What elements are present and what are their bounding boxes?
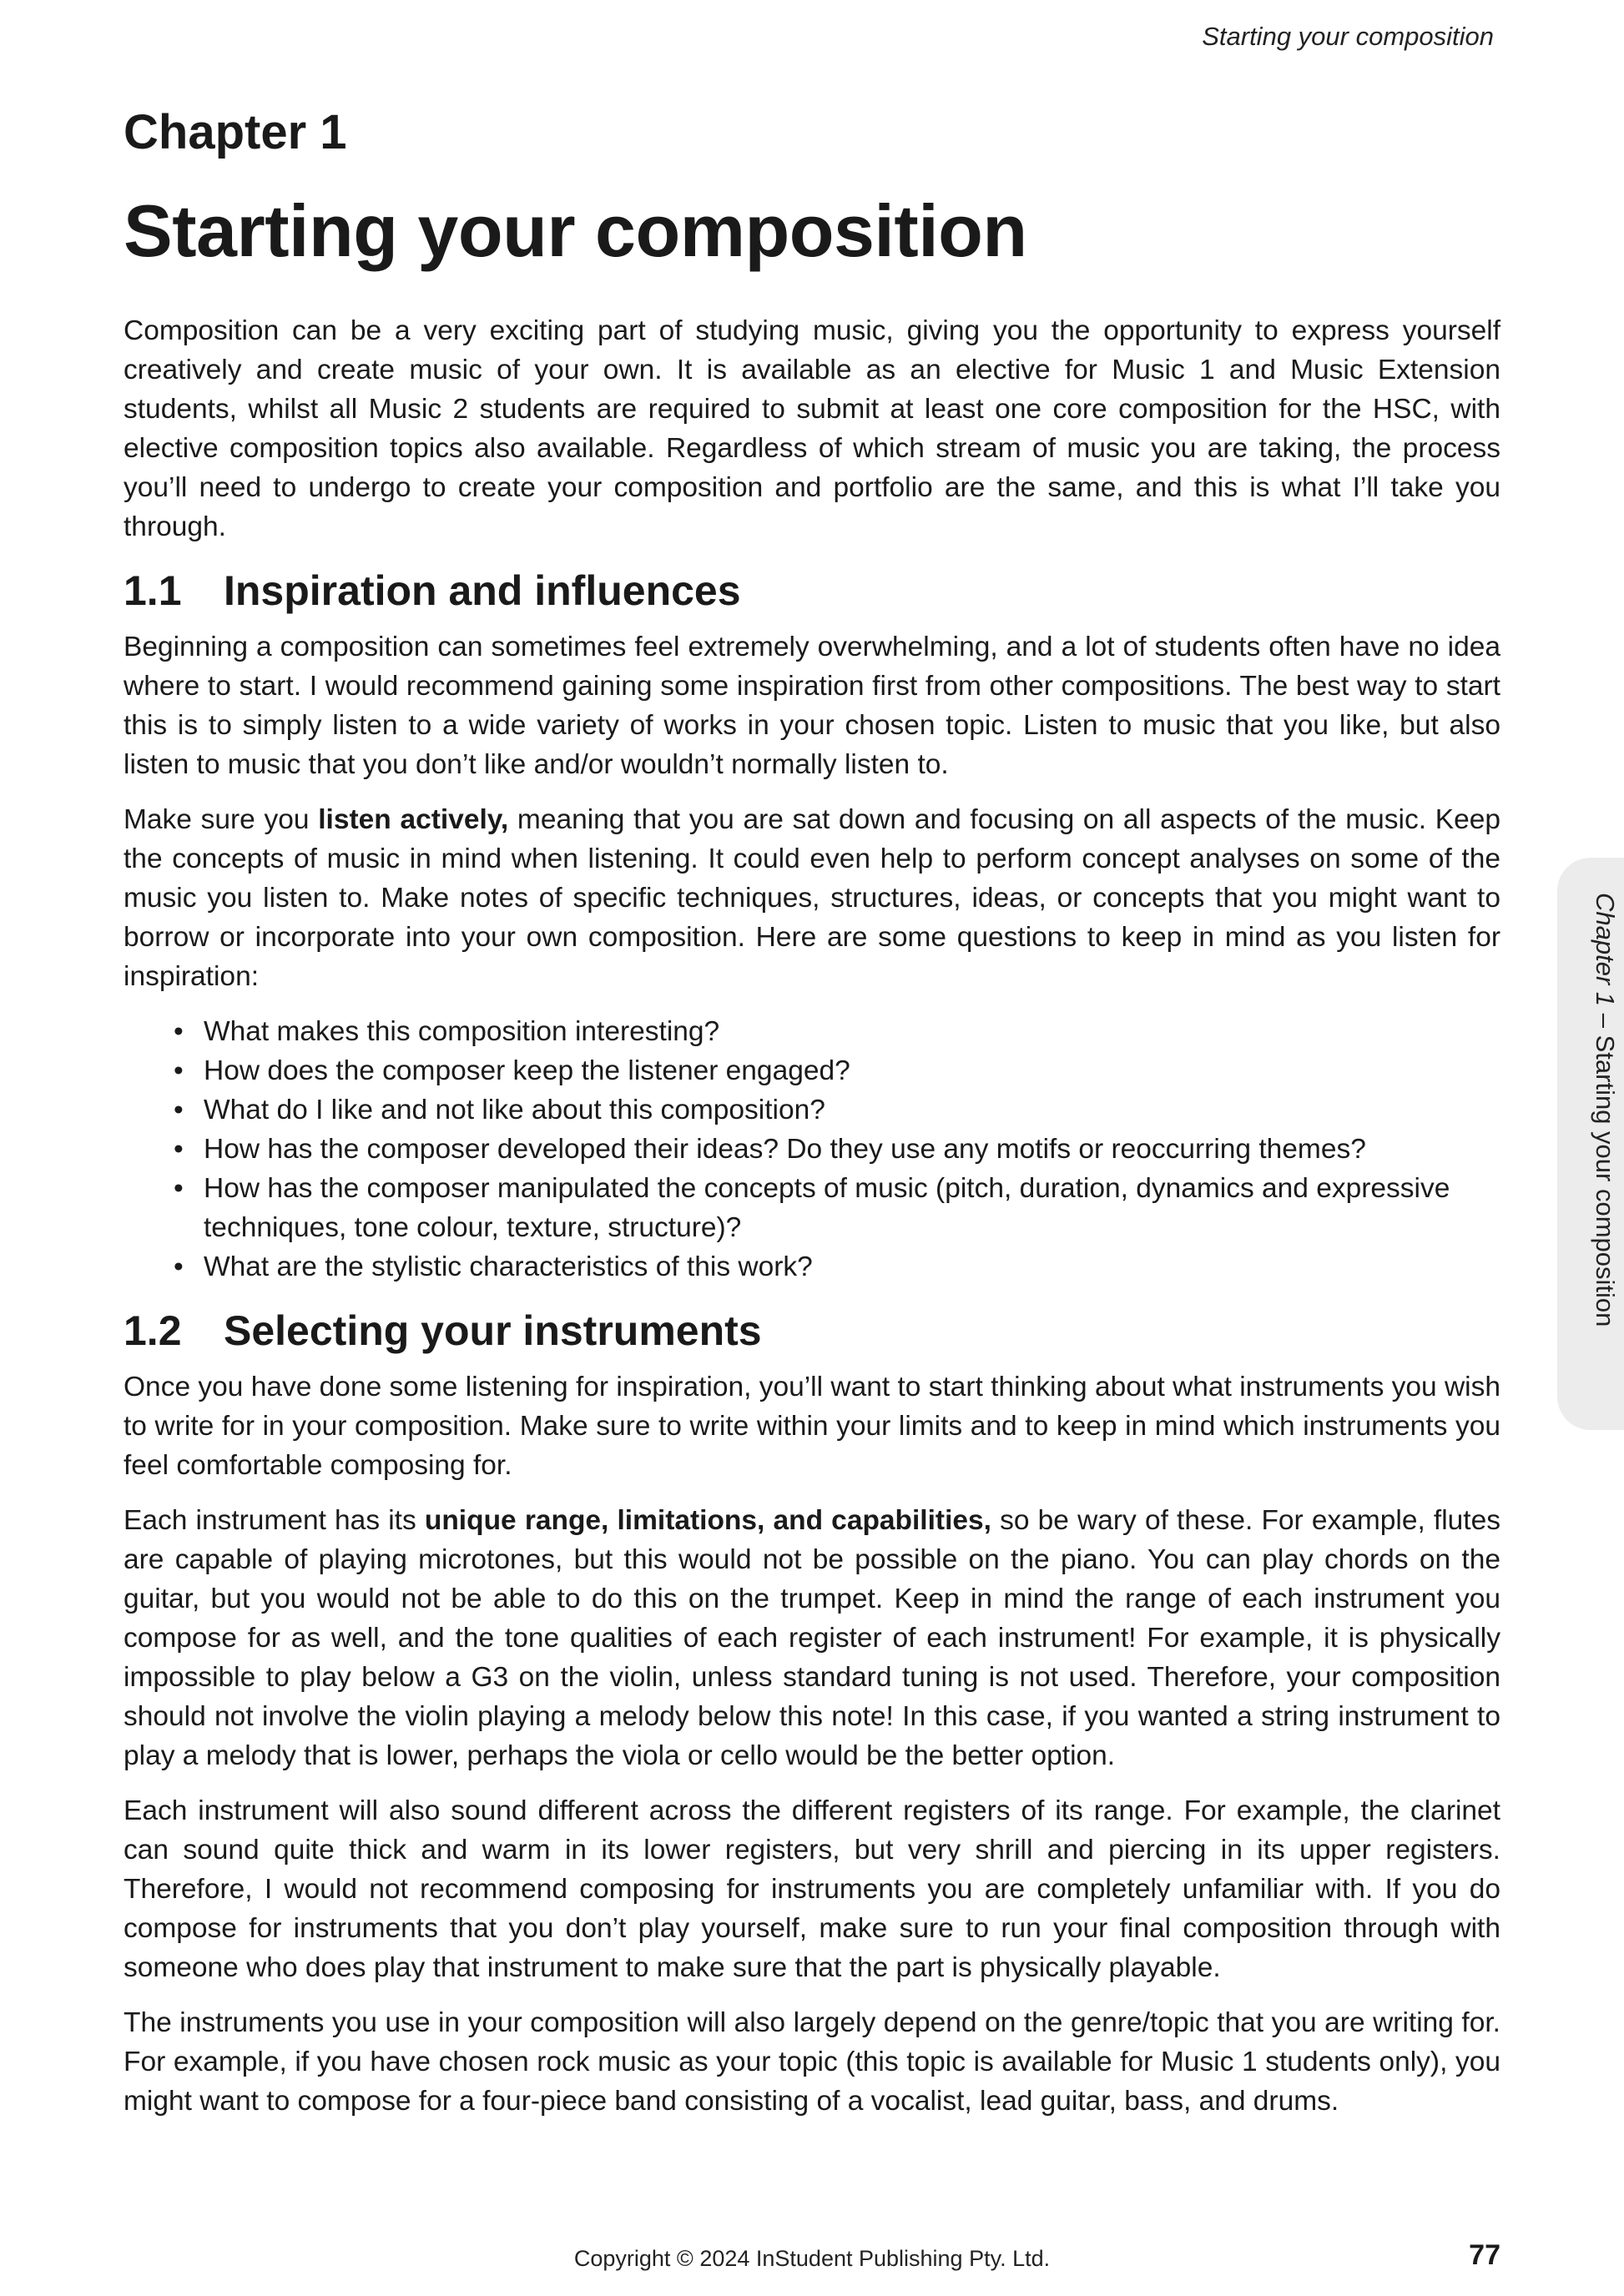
inspiration-questions-list: [124, 1012, 1500, 1286]
paragraph: The instruments you use in your composition will also largely depend on the genre/topic that you are writing for. For example, if you have chosen rock music as your topic (this topic is available for Music 1 students only), you might want to compose for a four-piece band consisting of a vocalist, lead guitar, bass, and drums.: [124, 2006, 1500, 2117]
paragraph: [124, 1501, 1500, 1775]
list-item: • What makes this composition interesting?: [174, 1012, 1500, 1051]
list-item: • What do I like and not like about this composition?: [174, 1090, 1500, 1130]
paragraph-text: so be wary of these. For example, flutes are capable of playing microtones, but this would not be possible on the piano. You can play chords on the guitar, but you would not be able to do this on the trumpet. Keep in mind the range of each instrument you compose for as well, and the tone qualities of each register of each instrument! For example, it is physically impossible to play below a G3 on the violin, unless standard tuning is not used. Therefore, your composition should not involve the violin playing a melody below this note! In this case, if you wanted a string instrument to play a melody that is lower, perhaps the viola or cello would be the better option.: [124, 1504, 1500, 1771]
list-item: • What are the stylistic characteristics of this work?: [174, 1247, 1500, 1286]
paragraph: Each instrument will also sound different across the different registers of its range. For example, the clarinet can sound quite thick and warm in its lower registers, but very shrill and piercing in its upper registers. Therefore, I would not recommend composing for instruments you are completely unfamiliar with. If you do compose for instruments that you don’t play yourself, make sure to run your final composition through with someone who does play that instrument to make sure that the part is physically playable.: [124, 1795, 1500, 1983]
list-item: • How does the composer keep the listener engaged?: [174, 1051, 1500, 1090]
list-item: • How has the composer developed their ideas? Do they use any motifs or reoccurring themes?: [174, 1130, 1500, 1169]
paragraph-text: Make sure you: [124, 803, 319, 835]
intro-paragraph: Composition can be a very exciting part of studying music, giving you the opportunity to express yourself creatively and create music of your own. It is available as an elective for Music 1 and Music Extension students, whilst all Music 2 students are required to submit at least one core composition for the HSC, with elective composition topics also available. Regardless of which stream of music you are taking, the process you’ll need to undergo to create your composition and portfolio are the same, and this is what I’ll take you through.: [124, 315, 1500, 542]
paragraph: Once you have done some listening for inspiration, you’ll want to start thinking about what instruments you wish to write for in your composition. Make sure to write within your limits and to keep in mind which instruments you feel comfortable composing for.: [124, 1371, 1500, 1481]
paragraph: Beginning a composition can sometimes feel extremely overwhelming, and a lot of students often have no idea where to start. I would recommend gaining some inspiration first from other compositions. The best way to start this is to simply listen to a wide variety of works in your chosen topic. Listen to music that you like, but also listen to music that you don’t like and/or wouldn’t normally listen to.: [124, 631, 1500, 780]
side-tab-separator: –: [1591, 1006, 1620, 1035]
page-content: [124, 103, 1500, 2137]
section-title: Selecting your instruments: [224, 1307, 762, 1354]
paragraph-text: meaning that you are sat down and focusing on all aspects of the music. Keep the concepts of music in mind when listening. It could even help to perform concept analyses on some of the music you listen to. Make notes of specific techniques, structures, ideas, or concepts that you might want to borrow or incorporate into your own composition. Here are some questions to keep in mind as you listen for inspiration:: [124, 803, 1500, 992]
bold-phrase: listen actively,: [318, 803, 509, 835]
chapter-title: Starting your composition: [124, 189, 1027, 272]
side-tab-chapter: Chapter 1: [1591, 893, 1620, 1007]
side-tab-title: Starting your composition: [1591, 1035, 1620, 1327]
side-tab-label: [1590, 893, 1620, 1327]
list-item: • How has the composer manipulated the concepts of music (pitch, duration, dynamics and expressive techniques, tone colour, texture, structure)?: [174, 1169, 1500, 1247]
page-number: 77: [1469, 2239, 1500, 2271]
paragraph: [124, 800, 1500, 996]
paragraph-text: Each instrument has its: [124, 1504, 425, 1536]
section-number: 1.1: [124, 566, 182, 614]
running-header: Starting your composition: [1202, 22, 1494, 51]
chapter-label: Chapter 1: [124, 105, 347, 159]
bold-phrase: unique range, limitations, and capabilities,: [424, 1504, 991, 1536]
section-heading-inspiration: [124, 566, 1500, 616]
section-heading-instruments: [124, 1306, 1500, 1356]
section-number: 1.2: [124, 1307, 182, 1354]
copyright-notice: Copyright © 2024 InStudent Publishing Pty. Ltd.: [573, 2246, 1051, 2271]
section-title: Inspiration and influences: [224, 566, 741, 614]
